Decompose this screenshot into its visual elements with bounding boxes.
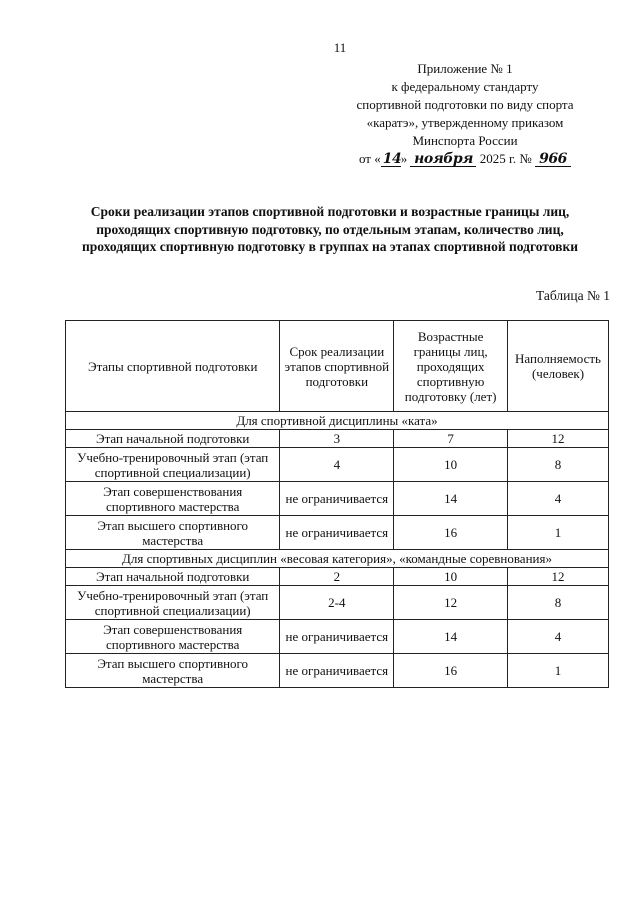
section-row-weight-team: [66, 550, 609, 568]
cell-count: 1: [508, 516, 609, 550]
cell-count: 4: [508, 482, 609, 516]
date-day-handwritten: 14: [382, 151, 402, 167]
table-row: [66, 586, 609, 620]
order-number-handwritten: 966: [535, 152, 571, 167]
cell-stage: Этап начальной подготовки: [66, 568, 280, 586]
cell-stage: Этап высшего спортивного мастерства: [66, 654, 280, 688]
cell-term: 2-4: [280, 586, 394, 620]
cell-count: 4: [508, 620, 609, 654]
cell-term: не ограничивается: [280, 654, 394, 688]
cell-stage: Этап высшего спортивного мастерства: [66, 516, 280, 550]
cell-age: 12: [394, 586, 508, 620]
cell-count: 8: [508, 448, 609, 482]
appendix-line-2: к федеральному стандарту: [391, 79, 539, 94]
table-header-row: [66, 321, 609, 412]
cell-stage: Учебно-тренировочный этап (этап спортивной специализации): [66, 448, 280, 482]
cell-age: 16: [394, 516, 508, 550]
table-row: [66, 654, 609, 688]
cell-age: 10: [394, 568, 508, 586]
cell-age: 14: [394, 620, 508, 654]
cell-stage: Этап начальной подготовки: [66, 430, 280, 448]
cell-age: 10: [394, 448, 508, 482]
cell-stage: Учебно-тренировочный этап (этап спортивной специализации): [66, 586, 280, 620]
cell-count: 1: [508, 654, 609, 688]
cell-count: 12: [508, 430, 609, 448]
table-row: [66, 620, 609, 654]
date-prefix: от «: [358, 151, 381, 166]
order-date-line: [340, 150, 590, 168]
section-title: Для спортивной дисциплины «ката»: [66, 412, 609, 430]
header-stages: Этапы спортивной подготовки: [66, 321, 280, 412]
appendix-line-4: «каратэ», утвержденному приказом: [366, 115, 564, 130]
cell-age: 14: [394, 482, 508, 516]
cell-term: 4: [280, 448, 394, 482]
table-label: Таблица № 1: [536, 288, 610, 303]
cell-age: 16: [394, 654, 508, 688]
cell-term: не ограничивается: [280, 482, 394, 516]
cell-age: 7: [394, 430, 508, 448]
table-row: [66, 568, 609, 586]
appendix-line-3: спортивной подготовки по виду спорта: [356, 97, 574, 112]
stages-table: [65, 320, 609, 688]
header-age: Возрастные границы лиц, проходящих спортивную подготовку (лет): [394, 321, 508, 412]
appendix-block: [340, 60, 590, 168]
table-row: [66, 482, 609, 516]
table-row: [66, 448, 609, 482]
appendix-line-1: Приложение № 1: [417, 61, 513, 76]
cell-count: 12: [508, 568, 609, 586]
cell-term: не ограничивается: [280, 620, 394, 654]
date-mid: »: [400, 151, 408, 166]
section-row-kata: [66, 412, 609, 430]
cell-stage: Этап совершенствования спортивного мастерства: [66, 620, 280, 654]
table-row: [66, 516, 609, 550]
appendix-line-5: Минспорта России: [412, 133, 518, 148]
table-row: [66, 430, 609, 448]
date-month-handwritten: ноября: [410, 152, 476, 167]
cell-term: не ограничивается: [280, 516, 394, 550]
date-year: 2025 г. №: [479, 151, 532, 166]
header-term: Срок реализации этапов спортивной подготовки: [280, 321, 394, 412]
page-number: 11: [333, 40, 347, 55]
cell-stage: Этап совершенствования спортивного мастерства: [66, 482, 280, 516]
cell-term: 2: [280, 568, 394, 586]
cell-term: 3: [280, 430, 394, 448]
header-count: Наполняемость (человек): [508, 321, 609, 412]
cell-count: 8: [508, 586, 609, 620]
section-title: Для спортивных дисциплин «весовая категория», «командные соревнования»: [66, 550, 609, 568]
document-title: Сроки реализации этапов спортивной подготовки и возрастные границы лиц, проходящих спортивную подготовку, по отдельным этапам, количество лиц, проходящих спортивную подготовку в группах на этапах спортивной подготовки: [81, 204, 579, 254]
